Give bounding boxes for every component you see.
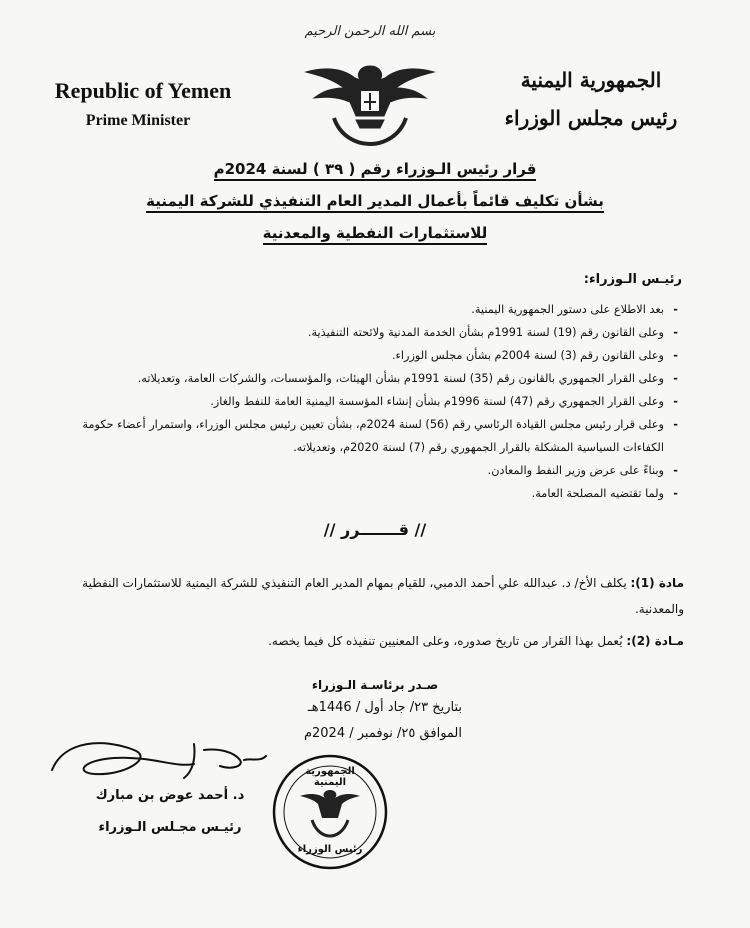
preamble-item: - وعلى القرار الجمهوري بالقانون رقم (35) لسنة 1991م بشأن الهيئات، والمؤسسات، والشركات العامة، وتعديلاته.: [58, 367, 678, 390]
stamp-top-text: الجمهورية اليمنية: [305, 766, 355, 788]
office-title-ar: رئيس مجلس الوزراء: [504, 106, 678, 130]
preamble-item: - بعد الاطلاع على دستور الجمهورية اليمنية.: [58, 298, 678, 321]
issuance-place: صـدر برئاسـة الـوزراء: [311, 678, 439, 692]
decree-title-line3: [60, 224, 690, 242]
yemen-eagle-emblem-icon: [300, 58, 440, 148]
preamble-item: - وعلى القانون رقم (3) لسنة 2004م بشأن مجلس الوزراء.: [58, 344, 678, 367]
handwritten-signature: [44, 730, 274, 790]
decree-title-line1: [60, 160, 690, 178]
preamble-item: - وعلى القرار الجمهوري رقم (47) لسنة 1996م بشأن إنشاء المؤسسة اليمنية العامة للنفط والغاز.: [58, 390, 678, 413]
issuance-gregorian-date: الموافق ٢٥/ نوفمبر / 2024م: [303, 726, 462, 741]
basmala: بسم الله الرحمن الرحيم: [304, 24, 436, 39]
signatory-title: رئيـس مجـلس الـوزراء: [98, 820, 242, 835]
article-1-text: يكلف الأخ/ د. عبدالله علي أحمد الدمبي، للقيام بمهام المدير العام التنفيذي للشركة اليمنية للاستثمارات النفطية والمعدنية.: [82, 576, 684, 616]
decree-title-line1-text: قرار رئيس الـوزراء رقم ( ٣٩ ) لسنة 2024م: [214, 160, 537, 181]
article-2-label: مـادة (2):: [626, 634, 684, 648]
preamble-item: - وعلى القانون رقم (19) لسنة 1991م بشأن الخدمة المدنية ولائحته التنفيذية.: [58, 321, 678, 344]
republic-title-ar: الجمهورية اليمنية: [520, 68, 662, 92]
article-2: [54, 634, 684, 648]
preamble-item: - ولما تقتضيه المصلحة العامة.: [58, 482, 678, 505]
official-stamp: [270, 752, 390, 872]
preamble-item: - وبناءً على عرض وزير النفط والمعادن.: [58, 459, 678, 482]
preamble-item: - وعلى قرار رئيس مجلس القيادة الرئاسي رقم (56) لسنة 2024م، بشأن تعيين رئيس مجلس الوزراء، واستمرار أعضاء حكومة الكفاءات السياسية المشكلة بالقرار الجمهوري رقم (7) لسنة 2020م، وتعديلاته.: [58, 413, 678, 459]
office-title-en: Prime Minister: [85, 112, 191, 129]
decree-title-line2: [60, 192, 690, 210]
stamp-bottom-text: رئيس الوزراء: [297, 844, 363, 855]
decree-title-line3-text: للاستثمارات النفطية والمعدنية: [263, 224, 488, 245]
article-1-label: مادة (1):: [630, 576, 684, 590]
article-2-text: يُعمل بهذا القرار من تاريخ صدوره، وعلى المعنيين تنفيذه كل فيما يخصه.: [268, 634, 623, 648]
preamble-list: [58, 298, 678, 505]
issuance-hijri-date: بتاريخ ٢٣/ جاد أول / 1446هـ: [307, 700, 462, 715]
decision-heading: // قـــــــرر //: [323, 520, 427, 539]
republic-title-en: Republic of Yemen: [54, 78, 232, 103]
signatory-name: د. أحمد عوض بن مبارك: [95, 788, 245, 803]
article-1: [54, 570, 684, 622]
preamble-label: رئيـس الـوزراء:: [583, 272, 682, 287]
decree-title-line2-text: بشأن تكليف قائماً بأعمال المدير العام التنفيذي للشركة اليمنية: [146, 192, 604, 213]
